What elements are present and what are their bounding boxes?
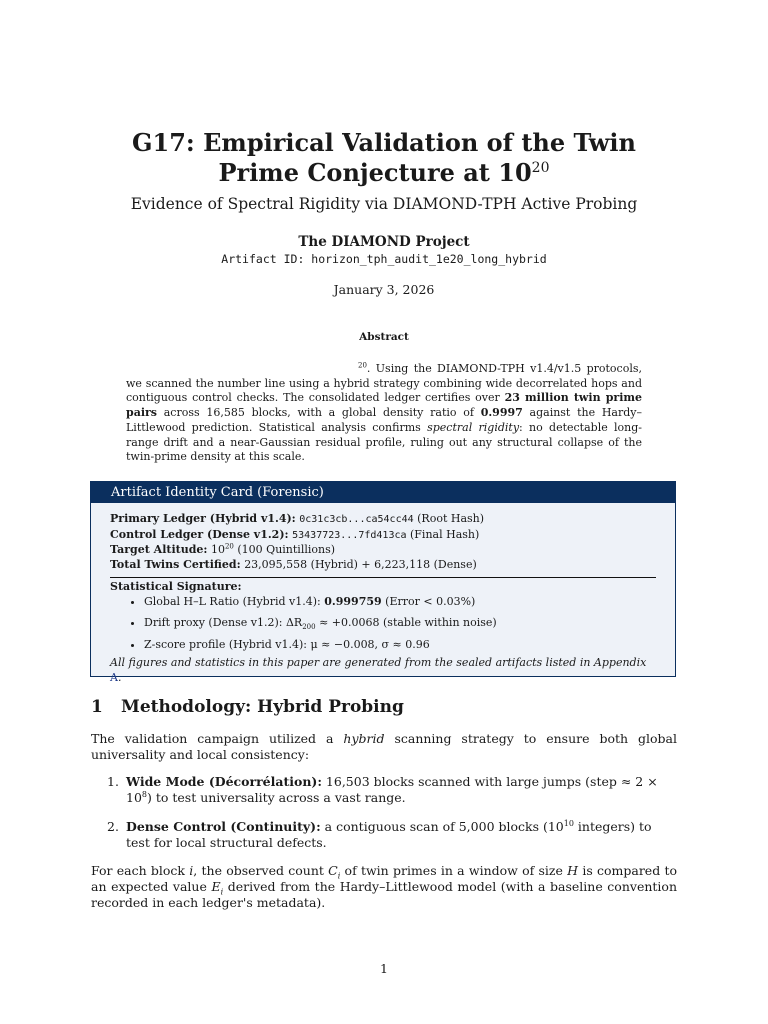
card-title: Artifact Identity Card (Forensic): [91, 482, 675, 503]
abstract-text-1: . Using the DIAMOND-TPH v1.4/v1.5 protocols, we scanned the number line using a hybrid strategy combining wide decorrelated hops and contiguous control checks. The consolidated ledger certifies over: [126, 362, 642, 405]
stats-ratio-error: (Error < 0.03%): [385, 594, 476, 608]
abstract-text-4: : no detectable long-range drift and a near-Gaussian residual profile, ruling out any structural collapse of the twin-prime density at this scale.: [126, 420, 642, 464]
abstract-text-2: across 16,585 blocks, with a global density ratio of: [157, 406, 481, 420]
para-sub-i-2: i: [220, 887, 224, 897]
stats-drift-label: Drift proxy (Dense v1.2): ΔR: [144, 616, 303, 629]
para-text-3: of twin primes in a window of size: [340, 863, 568, 878]
target-altitude-row: [110, 543, 656, 558]
total-twins-row: [110, 558, 656, 573]
para-var-e: E: [211, 879, 221, 895]
abstract-sup: 20: [358, 361, 367, 370]
card-body: [91, 503, 675, 685]
total-twins-value: 23,095,558 (Hybrid) + 6,223,118 (Dense): [244, 557, 477, 571]
list-item-body-2: integers) to test for local structural defects.: [126, 819, 652, 851]
stats-item-drift: [144, 616, 656, 631]
para-var-h: H: [567, 863, 579, 878]
para-var-c: C: [328, 863, 338, 878]
abstract-text-3: against the Hardy–Littlewood prediction. Statistical analysis confirms: [126, 406, 643, 434]
title-line-2: [60, 158, 708, 188]
stats-item-ratio: [144, 595, 656, 610]
title-line-2-text: Prime Conjecture at 10: [218, 158, 532, 187]
primary-ledger-suffix: (Root Hash): [417, 512, 485, 525]
stats-label: [110, 580, 656, 595]
list-item: [91, 819, 677, 851]
abstract-bold-2: 0.9997: [480, 406, 523, 420]
stats-ratio-value: 0.999759: [324, 594, 382, 608]
primary-ledger-row: [110, 512, 656, 528]
stats-drift-value: ≈ +0.0068 (stable within noise): [319, 616, 497, 629]
stats-drift-sub: 200: [302, 623, 316, 632]
para-text-5: derived from the Hardy–Littlewood model (with a baseline convention recorded in each ledger's metadata).: [91, 879, 677, 911]
stats-ratio-label: Global H–L Ratio (Hybrid v1.4):: [144, 594, 321, 608]
target-altitude-suffix: (100 Quintillions): [237, 543, 336, 556]
intro-text-post: scanning strategy to ensure both global universality and local consistency:: [91, 731, 678, 763]
title-exponent: 20: [531, 160, 550, 176]
control-ledger-label: Control Ledger (Dense v1.2):: [110, 527, 289, 541]
card-footnote-end: .: [117, 670, 122, 684]
abstract-italic-1: spectral rigidity: [427, 420, 520, 434]
section-title: Methodology: Hybrid Probing: [121, 697, 404, 717]
primary-ledger-hash: 0c31c3cb...ca54cc44: [299, 514, 414, 525]
list-item-body: a contiguous scan of 5,000 blocks (10: [320, 819, 564, 834]
list-item-sup: 10: [563, 818, 574, 828]
list-item-sup: 8: [141, 790, 147, 800]
paper-subtitle: Evidence of Spectral Rigidity via DIAMOND-TPH Active Probing: [130, 195, 638, 213]
list-item-bold: Wide Mode (Décorrélation):: [126, 774, 322, 789]
artifact-identity-card: [90, 481, 676, 684]
list-item-body: 16,503 blocks scanned with large jumps (step ≈ 2 × 10: [126, 774, 658, 806]
list-item-text: [126, 774, 677, 806]
page-number: 1: [380, 961, 388, 976]
date: January 3, 2026: [333, 282, 435, 297]
section-number: 1: [91, 697, 103, 717]
abstract-body: [126, 362, 642, 465]
abstract-bold-1: 23 million twin prime pairs: [126, 391, 643, 420]
card-divider: [110, 577, 656, 578]
title-line-1: G17: Empirical Validation of the Twin: [132, 128, 636, 157]
control-ledger-hash: 53437723...7fd413ca: [292, 529, 407, 541]
target-altitude-label: Target Altitude:: [110, 543, 208, 556]
para-text-4: is compared to an expected value: [91, 863, 678, 895]
stats-label-text: Statistical Signature:: [110, 580, 242, 593]
author: The DIAMOND Project: [298, 234, 470, 250]
target-altitude-exp: 20: [224, 542, 234, 551]
list-item-number: 2.: [107, 819, 119, 834]
section-heading: [91, 697, 404, 717]
control-ledger-suffix: (Final Hash): [410, 527, 480, 541]
primary-ledger-label: Primary Ledger (Hybrid v1.4):: [110, 512, 296, 525]
intro-italic: hybrid: [343, 731, 385, 746]
list-item-text: [126, 819, 677, 851]
stats-list: [110, 595, 656, 653]
para-text-2: , the observed count: [193, 863, 329, 878]
intro-text-pre: The validation campaign utilized a: [91, 731, 344, 746]
list-item-bold: Dense Control (Continuity):: [126, 819, 321, 834]
method-paragraph: [91, 863, 677, 912]
abstract-heading: Abstract: [359, 331, 409, 343]
para-var-i: i: [189, 863, 194, 878]
card-footnote: [110, 656, 656, 685]
control-ledger-row: [110, 528, 656, 544]
para-text-1: For each block: [91, 863, 190, 878]
artifact-id: Artifact ID: horizon_tph_audit_1e20_long_hybrid: [221, 252, 547, 266]
appendix-link[interactable]: A: [110, 670, 118, 684]
list-item: [91, 774, 677, 806]
target-altitude-base: 10: [210, 543, 225, 556]
paper-title: [60, 128, 708, 188]
intro-paragraph: [91, 731, 677, 763]
total-twins-label: Total Twins Certified:: [110, 557, 241, 571]
para-sub-i: i: [337, 871, 341, 881]
card-footnote-text: All figures and statistics in this paper are generated from the sealed artifacts listed in Appendix: [110, 656, 647, 669]
stats-item-zscore: • Z-score profile (Hybrid v1.4): μ ≈ −0.008, σ ≈ 0.96: [144, 638, 656, 653]
list-item-body-2: ) to test universality across a vast range.: [147, 790, 406, 806]
list-item-number: 1.: [107, 774, 119, 789]
